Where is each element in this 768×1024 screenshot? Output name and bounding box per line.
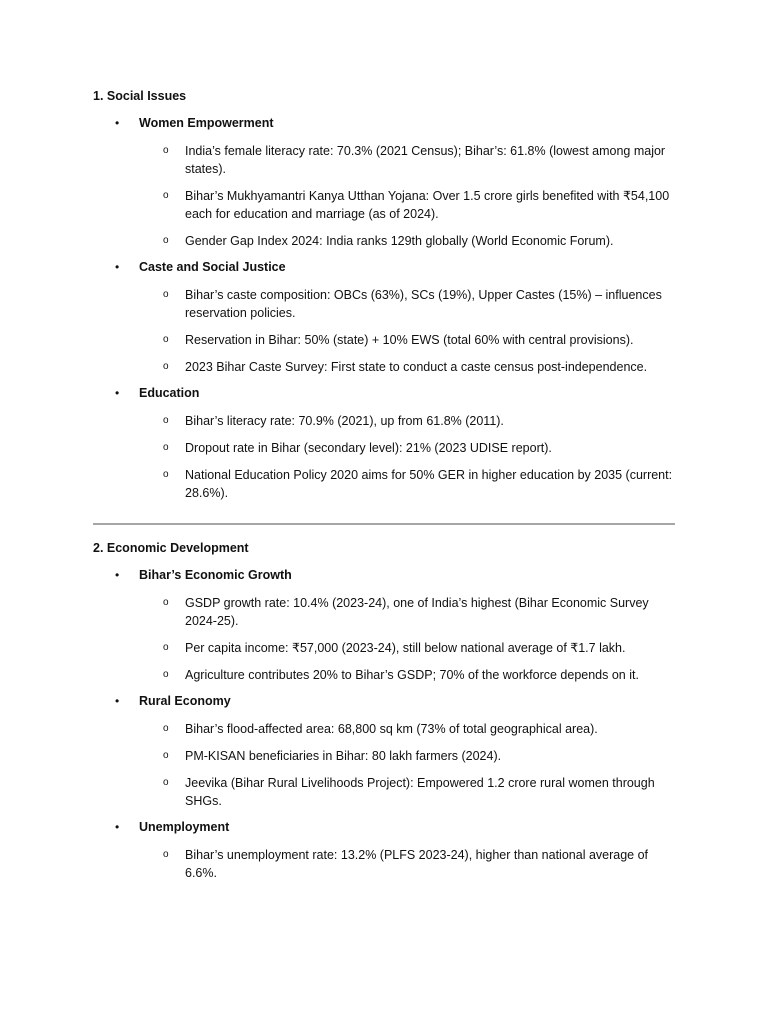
list-item — [139, 439, 675, 457]
circle-bullet-icon: o — [163, 415, 169, 426]
point-list — [139, 142, 675, 250]
circle-bullet-icon: o — [163, 723, 169, 734]
topic-title: Rural Economy — [139, 694, 231, 708]
topic-education — [93, 383, 675, 502]
topic-women-empowerment — [93, 113, 675, 250]
list-item — [139, 774, 675, 810]
list-item — [139, 331, 675, 349]
point-text: Bihar’s caste composition: OBCs (63%), SCs (19%), Upper Castes (15%) – influences reservation policies. — [185, 288, 662, 320]
point-text: 2023 Bihar Caste Survey: First state to conduct a caste census post-independence. — [185, 360, 648, 374]
topic-title: Caste and Social Justice — [139, 260, 286, 274]
topic-unemployment — [93, 817, 675, 882]
point-list — [139, 720, 675, 810]
point-text: Dropout rate in Bihar (secondary level): 21% (2023 UDISE report). — [185, 441, 552, 455]
point-text: Per capita income: ₹57,000 (2023-24), still below national average of ₹1.7 lakh. — [185, 641, 626, 655]
point-text: Jeevika (Bihar Rural Livelihoods Project): Empowered 1.2 crore rural women through SHGs. — [185, 776, 655, 808]
topic-rural-economy — [93, 691, 675, 810]
circle-bullet-icon: o — [163, 334, 169, 345]
point-list — [139, 412, 675, 502]
topic-list — [93, 565, 675, 882]
list-item — [139, 747, 675, 765]
point-text: PM-KISAN beneficiaries in Bihar: 80 lakh farmers (2024). — [185, 749, 502, 763]
topic-caste-social-justice — [93, 257, 675, 376]
point-list — [139, 594, 675, 684]
list-item — [139, 466, 675, 502]
section-social-issues — [93, 86, 675, 502]
bullet-icon: • — [115, 820, 120, 834]
topic-title: Women Empowerment — [139, 116, 274, 130]
list-item — [139, 358, 675, 376]
list-item — [139, 846, 675, 882]
point-text: Bihar’s Mukhyamantri Kanya Utthan Yojana: Over 1.5 crore girls benefited with ₹54,100 each for education and marriage (as of 2024). — [185, 189, 670, 221]
point-text: GSDP growth rate: 10.4% (2023-24), one of India’s highest (Bihar Economic Survey 2024-25). — [185, 596, 649, 628]
topic-title: Unemployment — [139, 820, 230, 834]
circle-bullet-icon: o — [163, 235, 169, 246]
section-economic-development — [93, 538, 675, 882]
list-item — [139, 142, 675, 178]
section-heading: 1. Social Issues — [93, 89, 187, 103]
point-text: Reservation in Bihar: 50% (state) + 10% EWS (total 60% with central provisions). — [185, 333, 634, 347]
circle-bullet-icon: o — [163, 289, 169, 300]
bullet-icon: • — [115, 116, 120, 130]
topic-list — [93, 113, 675, 502]
point-text: Gender Gap Index 2024: India ranks 129th globally (World Economic Forum). — [185, 234, 614, 248]
point-text: Agriculture contributes 20% to Bihar’s GSDP; 70% of the workforce depends on it. — [185, 668, 639, 682]
section-divider — [93, 523, 675, 525]
circle-bullet-icon: o — [163, 361, 169, 372]
list-item — [139, 594, 675, 630]
bullet-icon: • — [115, 386, 120, 400]
section-heading: 2. Economic Development — [93, 541, 249, 555]
point-text: India’s female literacy rate: 70.3% (2021 Census); Bihar’s: 61.8% (lowest among major states). — [185, 144, 666, 176]
circle-bullet-icon: o — [163, 190, 169, 201]
circle-bullet-icon: o — [163, 642, 169, 653]
point-list — [139, 286, 675, 376]
list-item — [139, 720, 675, 738]
bullet-icon: • — [115, 694, 120, 708]
list-item — [139, 286, 675, 322]
circle-bullet-icon: o — [163, 849, 169, 860]
topic-economic-growth — [93, 565, 675, 684]
topic-title: Education — [139, 386, 200, 400]
circle-bullet-icon: o — [163, 469, 169, 480]
topic-title: Bihar’s Economic Growth — [139, 568, 292, 582]
point-text: Bihar’s unemployment rate: 13.2% (PLFS 2023-24), higher than national average of 6.6%. — [185, 848, 649, 880]
list-item — [139, 412, 675, 430]
point-text: National Education Policy 2020 aims for 50% GER in higher education by 2035 (current: 28.6%). — [185, 468, 673, 500]
bullet-icon: • — [115, 568, 120, 582]
point-text: Bihar’s literacy rate: 70.9% (2021), up from 61.8% (2011). — [185, 414, 504, 428]
circle-bullet-icon: o — [163, 669, 169, 680]
bullet-icon: • — [115, 260, 120, 274]
circle-bullet-icon: o — [163, 145, 169, 156]
list-item — [139, 666, 675, 684]
list-item — [139, 639, 675, 657]
circle-bullet-icon: o — [163, 777, 169, 788]
list-item — [139, 187, 675, 223]
document-page — [93, 86, 675, 882]
list-item — [139, 232, 675, 250]
point-text: Bihar’s flood-affected area: 68,800 sq km (73% of total geographical area). — [185, 722, 598, 736]
circle-bullet-icon: o — [163, 442, 169, 453]
circle-bullet-icon: o — [163, 750, 169, 761]
point-list — [139, 846, 675, 882]
circle-bullet-icon: o — [163, 597, 169, 608]
